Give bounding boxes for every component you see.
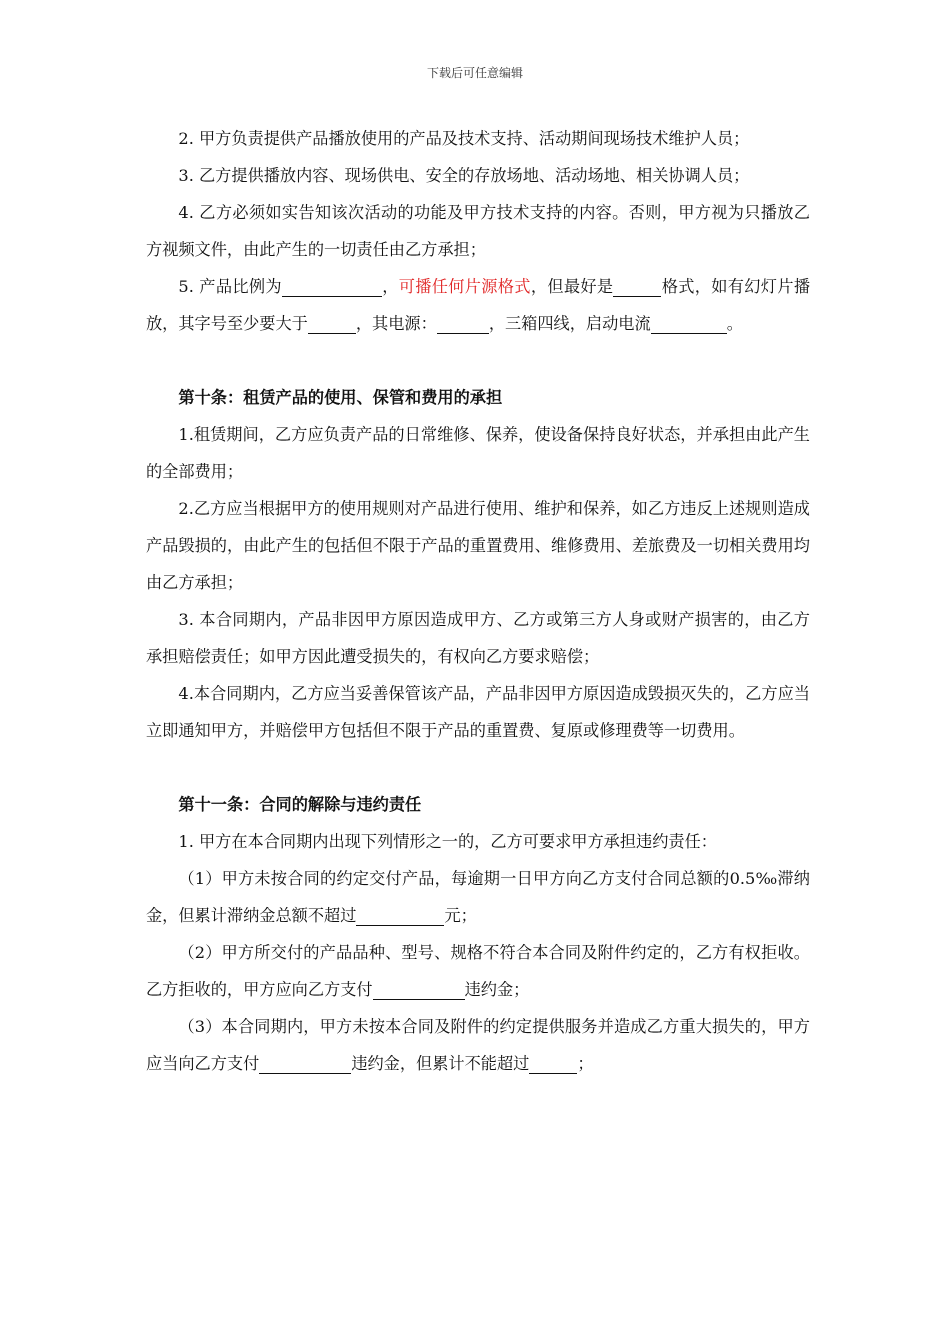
fill-blank[interactable] <box>373 979 465 1000</box>
text-segment: （1）甲方未按合同的约定交付产品，每逾期一日甲方向乙方支付合同总额的0.5‰滞纳金，但累计滞纳金总额不超过 <box>146 869 810 925</box>
document-body <box>146 120 810 1082</box>
clause-item-4: 4. 乙方必须如实告知该次活动的功能及甲方技术支持的内容。否则，甲方视为只播放乙方视频文件，由此产生的一切责任由乙方承担； <box>146 203 810 259</box>
article-11-sub-3 <box>146 1008 810 1082</box>
article-10-clause-2: 2.乙方应当根据甲方的使用规则对产品进行使用、维护和保养，如乙方违反上述规则造成产品毁损的，由此产生的包括但不限于产品的重置费用、维修费用、差旅费及一切相关费用均由乙方承担； <box>146 499 810 592</box>
fill-blank[interactable] <box>356 905 444 926</box>
text-segment: 。 <box>726 314 743 333</box>
page-header: 下载后可任意编辑 <box>426 66 523 80</box>
text-segment: ， <box>381 277 399 296</box>
text-segment: 违约金； <box>464 980 530 999</box>
article-10-clause-3: 3. 本合同期内，产品非因甲方原因造成甲方、乙方或第三方人身或财产损害的，由乙方承担赔偿责任；如甲方因此遭受损失的，有权向乙方要求赔偿； <box>146 610 810 666</box>
text-segment: ，但最好是 <box>530 277 614 296</box>
fill-blank[interactable] <box>613 276 661 297</box>
text-segment: （2）甲方所交付的产品品种、型号、规格不符合本合同及附件约定的，乙方有权拒收。乙方拒收的，甲方应向乙方支付 <box>146 943 810 999</box>
fill-blank[interactable] <box>282 276 382 297</box>
clause-item-2: 2. 甲方负责提供产品播放使用的产品及技术支持、活动期间现场技术维护人员； <box>178 129 750 148</box>
text-segment: （3）本合同期内，甲方未按本合同及附件的约定提供服务并造成乙方重大损失的，甲方应当向乙方支付 <box>146 1017 810 1073</box>
text-segment: 5. 产品比例为 <box>178 277 282 296</box>
clause-item-5 <box>146 268 810 342</box>
highlighted-text: 可播任何片源格式 <box>398 277 531 296</box>
text-segment: 元； <box>444 906 477 925</box>
article-11-sub-1 <box>146 860 810 934</box>
fill-blank[interactable] <box>437 313 489 334</box>
fill-blank[interactable] <box>308 313 356 334</box>
clause-item-3: 3. 乙方提供播放内容、现场供电、安全的存放场地、活动场地、相关协调人员； <box>178 166 750 185</box>
text-segment: ，其电源： <box>355 314 437 333</box>
article-10-title: 第十条：租赁产品的使用、保管和费用的承担 <box>178 388 503 407</box>
text-segment: 格式，如有幻灯片播放，其字号至少要大于 <box>146 277 811 333</box>
article-10-clause-4: 4.本合同期内，乙方应当妥善保管该产品，产品非因甲方原因造成毁损灭失的，乙方应当立即通知甲方，并赔偿甲方包括但不限于产品的重置费、复原或修理费等一切费用。 <box>146 684 810 740</box>
article-11-sub-2 <box>146 934 810 1008</box>
text-segment: 违约金，但累计不能超过 <box>351 1054 530 1073</box>
fill-blank[interactable] <box>651 313 727 334</box>
article-11-title: 第十一条：合同的解除与违约责任 <box>178 795 422 814</box>
article-10-clause-1: 1.租赁期间，乙方应负责产品的日常维修、保养，使设备保持良好状态，并承担由此产生的全部费用； <box>146 425 810 481</box>
text-segment: ，三箱四线，启动电流 <box>488 314 651 333</box>
fill-blank[interactable] <box>529 1053 577 1074</box>
article-11-clause-1: 1. 甲方在本合同期内出现下列情形之一的，乙方可要求甲方承担违约责任： <box>178 832 717 851</box>
fill-blank[interactable] <box>259 1053 351 1074</box>
text-segment: ； <box>577 1054 594 1073</box>
